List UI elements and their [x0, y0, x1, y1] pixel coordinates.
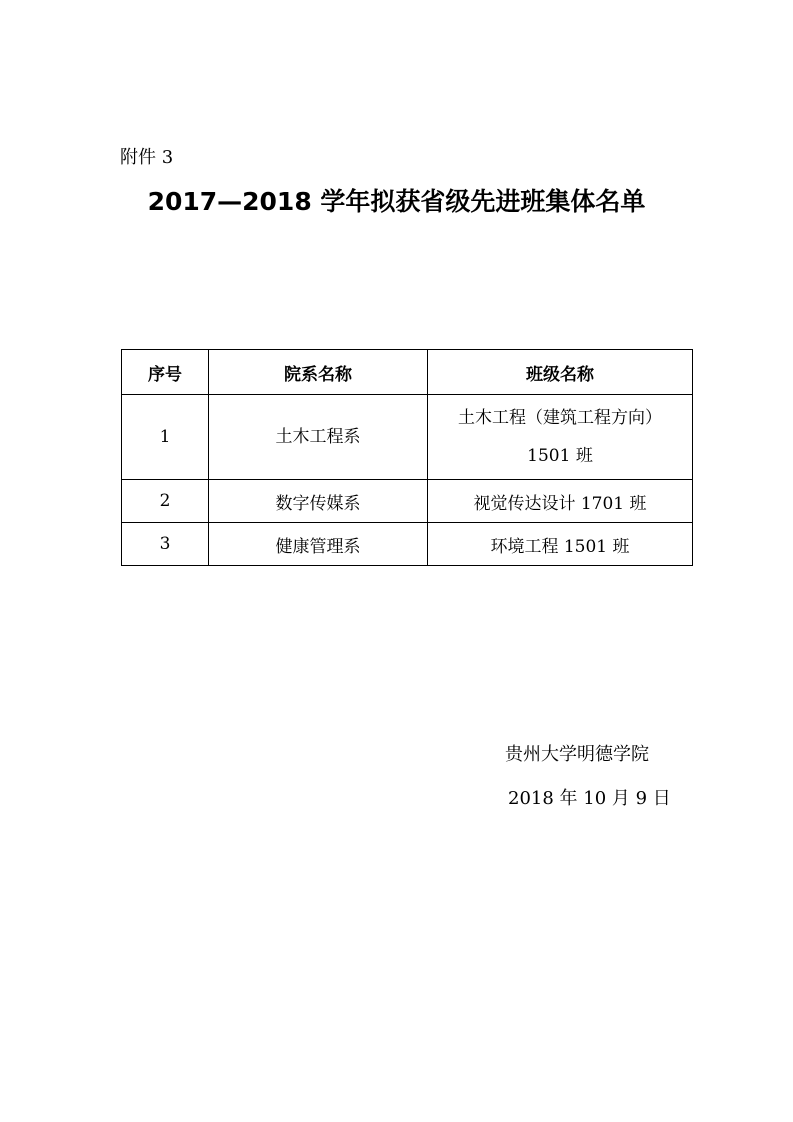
table-row: [122, 480, 693, 523]
row-department: 土木工程系: [209, 395, 428, 480]
attachment-label: 附件 3: [120, 147, 174, 168]
page-title: 2017—2018 学年拟获省级先进班集体名单: [147, 187, 646, 216]
institution-signature: 贵州大学明德学院: [505, 744, 649, 765]
row-class-name: [428, 395, 693, 480]
class-name-line-2: 1501 班: [527, 446, 593, 466]
header-department: 院系名称: [209, 350, 428, 395]
header-index: 序号: [122, 350, 209, 395]
row-department: 健康管理系: [209, 523, 428, 566]
row-class-name: 环境工程 1501 班: [428, 523, 693, 566]
table-row: [122, 523, 693, 566]
document-date: 2018 年 10 月 9 日: [508, 788, 671, 809]
class-list-table: [121, 349, 693, 566]
class-name-line-1: 土木工程（建筑工程方向）: [458, 408, 662, 428]
table-header-row: [122, 350, 693, 395]
row-index: 1: [122, 395, 209, 480]
table-row: [122, 395, 693, 480]
row-index: 2: [122, 480, 209, 523]
row-index: 3: [122, 523, 209, 566]
header-class-name: 班级名称: [428, 350, 693, 395]
row-class-name: 视觉传达设计 1701 班: [428, 480, 693, 523]
row-department: 数字传媒系: [209, 480, 428, 523]
